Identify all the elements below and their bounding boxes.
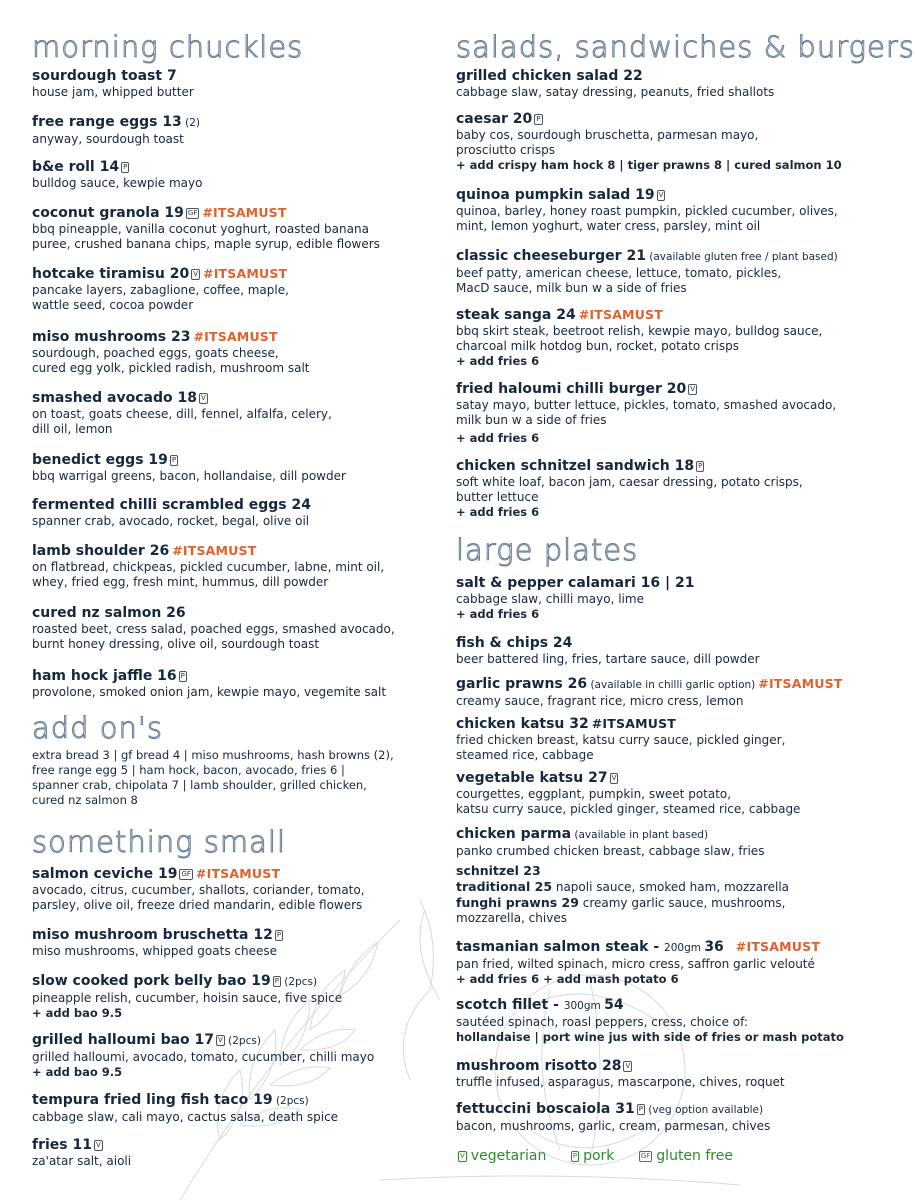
section-title-addons: add on's	[32, 711, 164, 745]
menu-item	[456, 997, 844, 1045]
item-name: quinoa pumpkin salad 19	[456, 187, 655, 203]
item-addon: + add fries 6	[456, 505, 540, 519]
vegetarian-icon: V	[201, 394, 206, 402]
menu-item	[456, 187, 836, 234]
item-name: free range eggs 13	[32, 114, 182, 130]
item-weight: 300gm	[563, 1000, 605, 1012]
vegetarian-icon: V	[658, 191, 664, 199]
item-addon: hollandaise | port wine jus with side of fries or mash potato	[456, 1030, 844, 1044]
gluten-free-icon: GF	[187, 209, 198, 217]
menu-item	[32, 668, 412, 700]
item-name: chicken parma	[456, 826, 572, 842]
menu-item	[456, 306, 836, 369]
itsamust-tag: #ITSAMUST	[578, 307, 663, 322]
item-name: classic cheeseburger 21	[456, 248, 646, 264]
item-addon: + add bao 9.5	[32, 1006, 123, 1020]
item-desc: MacD sauce, milk bun w a side of fries	[456, 281, 687, 295]
item-name: fish & chips 24	[456, 635, 573, 651]
item-desc: beer battered ling, fries, tartare sauce, dill powder	[456, 652, 760, 666]
menu-item	[456, 715, 836, 763]
item-name: sourdough toast 7	[32, 68, 177, 84]
item-name: coconut granola 19	[32, 205, 184, 221]
item-desc: pineapple relish, cucumber, hoisin sauce, five spice	[32, 991, 343, 1005]
item-desc: charcoal milk hotdog bun, rocket, potato crisps	[456, 339, 740, 353]
legend-label: pork	[583, 1148, 615, 1164]
item-desc: cabbage slaw, cali mayo, cactus salsa, death spice	[32, 1110, 339, 1124]
item-desc: house jam, whipped butter	[32, 85, 194, 99]
pork-icon: P	[698, 462, 703, 470]
item-desc: roasted beet, cress salad, poached eggs, smashed avocado,	[32, 622, 395, 636]
item-desc: mozzarella, chives	[456, 911, 567, 925]
menu-item	[456, 938, 836, 987]
item-desc: miso mushrooms, whipped goats cheese	[32, 944, 277, 958]
item-name: slow cooked pork belly bao 19	[32, 973, 271, 989]
legend-vegetarian	[456, 1148, 546, 1164]
menu-item	[456, 111, 842, 173]
item-note: (available in chilli garlic option)	[587, 679, 756, 691]
itsamust-tag: #ITSAMUST	[203, 266, 288, 281]
item-name: tempura fried ling fish taco 19	[32, 1092, 273, 1108]
menu-item	[456, 826, 836, 859]
menu-item	[32, 159, 412, 191]
item-desc: on flatbread, chickpeas, pickled cucumber, labne, mint oil,	[32, 560, 385, 574]
pork-icon: P	[638, 1105, 643, 1113]
vegetarian-icon: V	[193, 270, 199, 278]
item-name: chicken katsu 32	[456, 716, 589, 732]
item-desc: on toast, goats cheese, dill, fennel, alfalfa, celery,	[32, 407, 332, 421]
itsamust-tag: #ITSAMUST	[202, 205, 287, 220]
menu-item	[456, 675, 843, 709]
item-desc: beef patty, american cheese, lettuce, tomato, pickles,	[456, 266, 782, 280]
section-title-small: something small	[32, 825, 286, 859]
menu-item	[456, 635, 836, 667]
pork-icon: P	[180, 672, 185, 680]
gluten-free-icon: GF	[181, 870, 191, 878]
pork-icon: P	[536, 115, 541, 123]
item-name: fries 11	[32, 1137, 92, 1153]
item-note: (2)	[181, 117, 201, 129]
item-desc: provolone, smoked onion jam, kewpie mayo, vegemite salt	[32, 685, 387, 699]
menu-item	[32, 865, 412, 913]
item-name: vegetable katsu 27	[456, 770, 608, 786]
item-desc: spanner crab, avocado, rocket, begal, olive oil	[32, 514, 310, 528]
item-desc: za'atar salt, aioli	[32, 1154, 132, 1168]
item-addon: + add bao 9.5	[32, 1065, 123, 1079]
item-name: scotch fillet -	[456, 997, 564, 1013]
pork-icon: P	[572, 1152, 578, 1160]
itsamust-tag: #ITSAMUST	[193, 329, 278, 344]
item-desc: bbq warrigal greens, bacon, hollandaise, dill powder	[32, 469, 346, 483]
item-note: (available gluten free / plant based)	[645, 251, 838, 263]
menu-item	[32, 68, 412, 100]
menu-item	[456, 1101, 836, 1134]
item-desc: truffle infused, asparagus, mascarpone, chives, roquet	[456, 1075, 785, 1089]
item-name: garlic prawns 26	[456, 676, 588, 692]
item-desc: dill oil, lemon	[32, 422, 113, 436]
item-desc: fried chicken breast, katsu curry sauce, pickled ginger,	[456, 733, 786, 747]
menu-item	[32, 265, 412, 313]
item-desc: mint, lemon yoghurt, water cress, parsley, mint oil	[456, 219, 761, 233]
item-desc: anyway, sourdough toast	[32, 132, 184, 146]
menu-item	[456, 381, 836, 446]
addon-line: spanner crab, chipolata 7 | lamb shoulder, grilled chicken,	[32, 778, 367, 792]
vegetarian-icon: V	[690, 385, 696, 393]
item-name: fried haloumi chilli burger 20	[456, 381, 687, 397]
item-name: cured nz salmon 26	[32, 605, 186, 621]
schnitzel-funghi: funghi prawns 29	[456, 895, 579, 910]
item-name: salmon ceviche 19	[32, 866, 178, 882]
item-addon: + add crispy ham hock 8 | tiger prawns 8 | cured salmon 10	[456, 158, 842, 172]
item-addon: + add fries 6	[456, 431, 540, 445]
legend-pork	[569, 1148, 615, 1164]
item-addon: + add fries 6	[456, 354, 540, 368]
item-desc: burnt honey dressing, olive oil, sourdough toast	[32, 637, 320, 651]
item-desc: whey, fried egg, fresh mint, hummus, dill powder	[32, 575, 329, 589]
pork-icon: P	[274, 977, 279, 985]
vegetarian-icon: V	[611, 774, 617, 782]
menu-item	[456, 1058, 836, 1090]
menu-item	[32, 605, 412, 652]
item-note: (available in plant based)	[571, 829, 709, 841]
item-name: mushroom risotto 28	[456, 1058, 622, 1074]
item-desc: soft white loaf, bacon jam, caesar dressing, potato crisps,	[456, 475, 803, 489]
item-name: fettuccini boscaiola 31	[456, 1101, 635, 1117]
legend-gluten-free	[637, 1148, 733, 1164]
item-desc: pancake layers, zabaglione, coffee, maple,	[32, 283, 289, 297]
item-name: ham hock jaffle 16	[32, 668, 177, 684]
item-desc: bbq pineapple, vanilla coconut yoghurt, roasted banana	[32, 222, 369, 236]
item-price: 36	[704, 939, 724, 955]
item-note: (2pcs)	[224, 1035, 261, 1047]
item-desc: wattle seed, cocoa powder	[32, 298, 194, 312]
item-desc: sautéed spinach, roasl peppers, cress, choice of:	[456, 1015, 748, 1029]
menu-item	[456, 770, 836, 817]
item-desc: cabbage slaw, satay dressing, peanuts, fried shallots	[456, 85, 775, 99]
menu-item	[32, 927, 412, 959]
pork-icon: P	[123, 163, 128, 171]
item-desc: butter lettuce	[456, 490, 539, 504]
item-desc: pan fried, wilted spinach, micro cress, saffron garlic velouté	[456, 957, 815, 971]
item-desc: bbq skirt steak, beetroot relish, kewpie mayo, bulldog sauce,	[456, 324, 823, 338]
pork-icon: P	[171, 456, 177, 464]
item-desc: bulldog sauce, kewpie mayo	[32, 176, 203, 190]
menu-item	[32, 452, 412, 484]
menu-item	[32, 1092, 412, 1125]
vegetarian-icon: V	[95, 1141, 101, 1149]
item-note: (2pcs)	[272, 1095, 309, 1107]
addons-list	[32, 748, 412, 808]
item-name: grilled chicken salad 22	[456, 68, 643, 84]
menu-item	[32, 497, 412, 529]
item-name: lamb shoulder 26	[32, 543, 170, 559]
item-desc: prosciutto crisps	[456, 143, 555, 157]
item-name: hotcake tiramisu 20	[32, 266, 190, 282]
schnitzel-traditional: traditional 25	[456, 879, 553, 894]
item-name: fermented chilli scrambled eggs 24	[32, 497, 311, 513]
menu-item	[456, 458, 836, 520]
item-weight: 200gm	[664, 942, 705, 954]
itsamust-tag: #ITSAMUST	[591, 716, 676, 731]
item-addon: + add fries 6	[456, 607, 540, 621]
item-addon: + add fries 6 + add mash potato 6	[456, 972, 679, 986]
item-desc: cured egg yolk, pickled radish, mushroom salt	[32, 361, 310, 375]
item-desc: creamy sauce, fragrant rice, micro cress, lemon	[456, 694, 744, 708]
item-name: grilled halloumi bao 17	[32, 1032, 215, 1048]
menu-item	[32, 204, 412, 252]
item-name: steak sanga 24	[456, 307, 576, 323]
item-name: salt & pepper calamari 16 | 21	[456, 575, 695, 591]
section-title-morning: morning chuckles	[32, 30, 304, 64]
vegetarian-icon: V	[460, 1152, 465, 1160]
item-desc: parsley, olive oil, freeze dried mandarin, edible flowers	[32, 898, 363, 912]
menu-item	[456, 68, 836, 100]
section-title-large: large plates	[456, 533, 639, 567]
item-desc: puree, crushed banana chips, maple syrup, edible flowers	[32, 237, 380, 251]
legend-label: vegetarian	[470, 1148, 547, 1164]
item-desc: katsu curry sauce, pickled ginger, steamed rice, cabbage	[456, 802, 801, 816]
item-desc: creamy garlic sauce, mushrooms,	[578, 896, 786, 910]
item-name: smashed avocado 18	[32, 390, 197, 406]
itsamust-tag: #ITSAMUST	[172, 543, 257, 558]
item-desc: quinoa, barley, honey roast pumpkin, pickled cucumber, olives,	[456, 204, 838, 218]
menu-item	[32, 390, 412, 437]
item-desc: grilled halloumi, avocado, tomato, cucumber, chilli mayo	[32, 1050, 375, 1064]
item-desc: panko crumbed chicken breast, cabbage slaw, fries	[456, 844, 765, 858]
item-desc: satay mayo, butter lettuce, pickles, tomato, smashed avocado,	[456, 398, 837, 412]
item-desc: baby cos, sourdough bruschetta, parmesan mayo,	[456, 128, 759, 142]
menu-item	[456, 575, 836, 622]
item-name: b&e roll 14	[32, 159, 120, 175]
addon-line: cured nz salmon 8	[32, 793, 138, 807]
dietary-legend	[456, 1148, 751, 1164]
itsamust-tag: #ITSAMUST	[195, 866, 281, 881]
addon-line: extra bread 3 | gf bread 4 | miso mushrooms, hash browns (2),	[32, 748, 394, 762]
item-desc: cabbage slaw, chilli mayo, lime	[456, 592, 644, 606]
vegetarian-icon: V	[625, 1062, 631, 1070]
menu-item	[456, 248, 836, 296]
schnitzel-title: schnitzel 23	[456, 863, 541, 878]
section-title-salads: salads, sandwiches & burgers	[456, 30, 915, 64]
item-desc: bacon, mushrooms, garlic, cream, parmesan, chives	[456, 1119, 771, 1133]
item-note: (veg option available)	[644, 1104, 764, 1116]
item-desc: avocado, citrus, cucumber, shallots, coriander, tomato,	[32, 883, 365, 897]
item-note: (2pcs)	[280, 976, 318, 988]
itsamust-tag: #ITSAMUST	[758, 676, 843, 691]
item-name: tasmanian salmon steak -	[456, 939, 665, 955]
item-desc: courgettes, eggplant, pumpkin, sweet potato,	[456, 787, 732, 801]
menu-item	[32, 328, 412, 376]
item-desc: napoli sauce, smoked ham, mozzarella	[552, 880, 790, 894]
menu-item	[32, 973, 412, 1021]
addon-line: free range egg 5 | ham hock, bacon, avocado, fries 6 |	[32, 763, 345, 777]
item-name: benedict eggs 19	[32, 452, 168, 468]
menu-item	[32, 542, 412, 590]
item-price: 54	[604, 997, 624, 1013]
menu-item	[32, 1032, 412, 1080]
vegetarian-icon: V	[218, 1036, 223, 1044]
itsamust-tag: #ITSAMUST	[735, 939, 821, 954]
item-desc: sourdough, poached eggs, goats cheese,	[32, 346, 279, 360]
item-desc: steamed rice, cabbage	[456, 748, 594, 762]
menu-item	[32, 114, 412, 147]
item-name: chicken schnitzel sandwich 18	[456, 458, 695, 474]
menu-item	[32, 1137, 412, 1169]
gluten-free-icon: GF	[640, 1152, 651, 1160]
item-name: caesar 20	[456, 111, 533, 127]
pork-icon: P	[276, 931, 282, 939]
legend-label: gluten free	[656, 1148, 733, 1164]
item-desc: milk bun w a side of fries	[456, 413, 607, 427]
item-name: miso mushroom bruschetta 12	[32, 927, 273, 943]
schnitzel-block	[456, 862, 836, 926]
item-name: miso mushrooms 23	[32, 329, 191, 345]
